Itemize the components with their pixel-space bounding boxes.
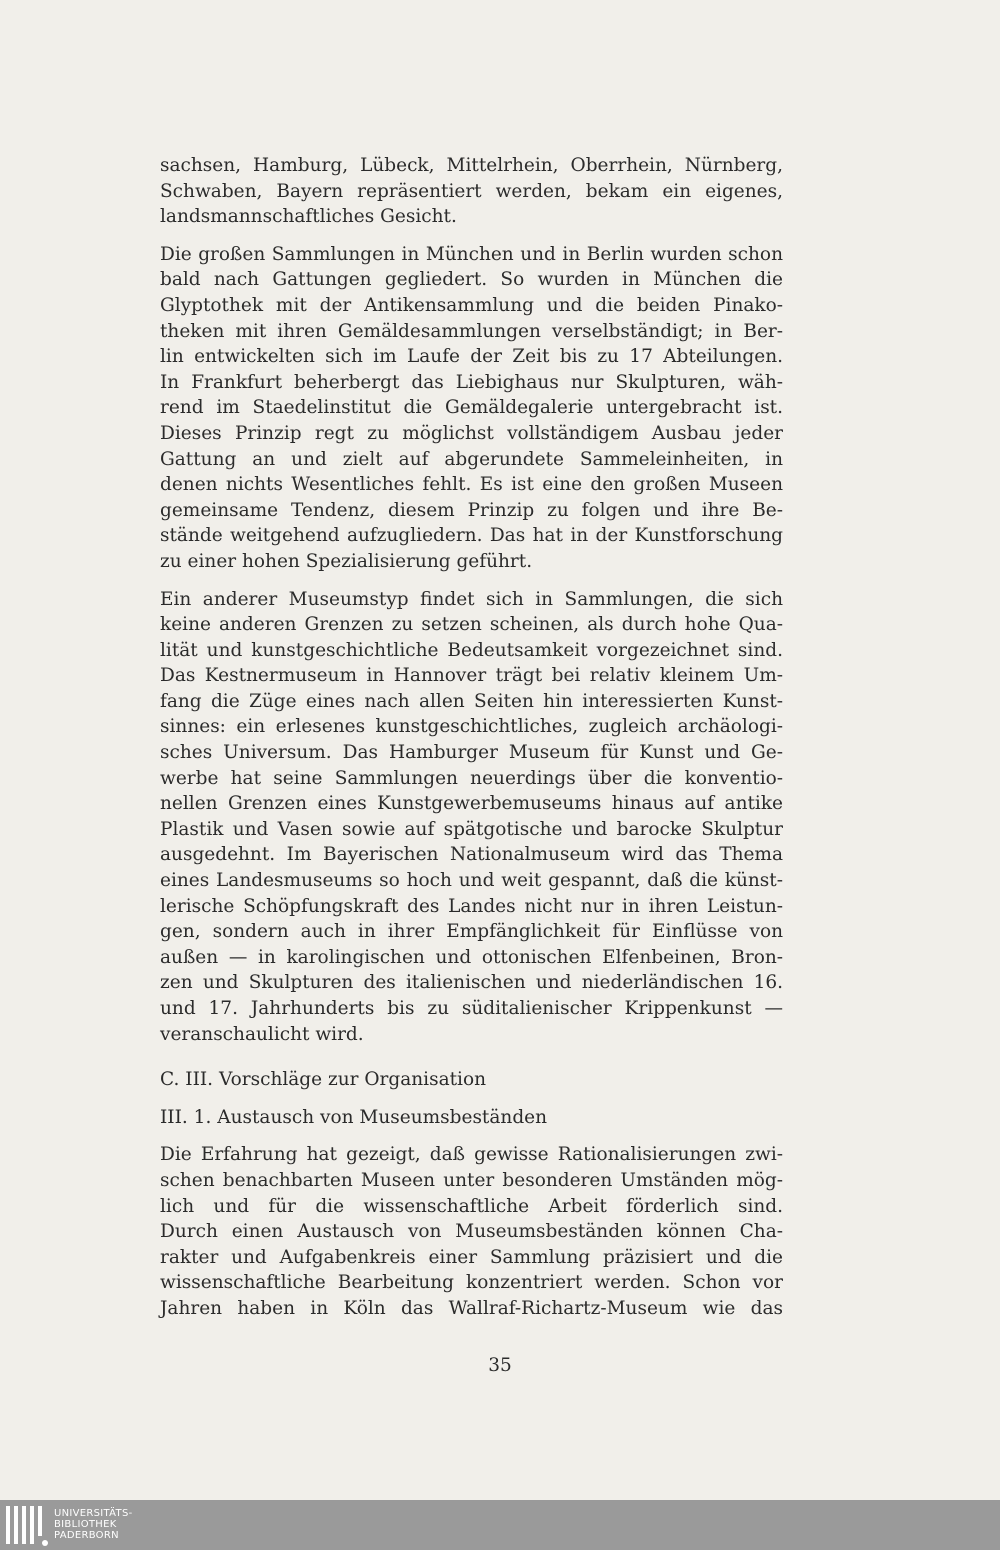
- section-heading: C. III. Vorschläge zur Organisation: [160, 1069, 486, 1091]
- text-line: Dieses Prinzip regt zu möglichst vollständigem Ausbau jeder: [160, 422, 783, 444]
- text-line: gen, sondern auch in ihrer Empfänglichkeit für Einflüsse von: [160, 921, 783, 943]
- text-line: Plastik und Vasen sowie auf spätgotische und barocke Skulptur: [160, 818, 783, 840]
- text-line: sachsen, Hamburg, Lübeck, Mittelrhein, Oberrhein, Nürnberg,: [160, 155, 783, 176]
- text-line: zu einer hohen Spezialisierung geführt.: [160, 550, 533, 572]
- text-line: stände weitgehend aufzugliedern. Das hat in der Kunstforschung: [160, 525, 783, 547]
- text-line: werbe hat seine Sammlungen neuerdings über die konventio-: [160, 767, 783, 789]
- text-line: Glyptothek mit der Antikensammlung und die beiden Pinako-: [160, 294, 783, 316]
- text-line: und 17. Jahrhunderts bis zu süditalienischer Krippenkunst —: [160, 998, 783, 1019]
- subsection-heading: III. 1. Austausch von Museumsbeständen: [160, 1106, 548, 1128]
- logo-line: BIBLIOTHEK: [54, 1519, 117, 1530]
- page-body: [160, 153, 783, 1322]
- text-line: lich und für die wissenschaftliche Arbeit förderlich sind.: [160, 1195, 783, 1217]
- text-line: lität und kunstgeschichtliche Bedeutsamkeit vorgezeichnet sind.: [160, 639, 783, 661]
- text-line: Gattung an und zielt auf abgerundete Sammeleinheiten, in: [160, 448, 783, 470]
- logo-line: PADERBORN: [54, 1530, 119, 1541]
- text-line: rend im Staedelinstitut die Gemäldegalerie untergebracht ist.: [160, 397, 783, 419]
- text-line: Ein anderer Museumstyp findet sich in Sammlungen, die sich: [160, 588, 783, 610]
- page-number: 35: [488, 1355, 512, 1376]
- text-line: Die Erfahrung hat gezeigt, daß gewisse Rationalisierungen zwi-: [160, 1144, 783, 1166]
- text-line: rakter und Aufgabenkreis einer Sammlung präzisiert und die: [160, 1246, 783, 1268]
- text-line: In Frankfurt beherbergt das Liebighaus nur Skulpturen, wäh-: [160, 371, 783, 393]
- text-line: Durch einen Austausch von Museumsbeständen können Cha-: [160, 1221, 783, 1243]
- library-logo[interactable]: [6, 1506, 206, 1546]
- paragraph-4: [160, 1142, 783, 1321]
- text-line: nellen Grenzen eines Kunstgewerbemuseums hinaus auf antike: [160, 793, 783, 815]
- text-line: keine anderen Grenzen zu setzen scheinen, als durch hohe Qua-: [160, 614, 783, 636]
- logo-line: UNIVERSITÄTS-: [54, 1508, 133, 1519]
- text-line: Jahren haben in Köln das Wallraf-Richartz-Museum wie das: [160, 1297, 783, 1319]
- library-logo-text: [54, 1508, 133, 1541]
- barcode-icon: [6, 1506, 50, 1546]
- text-line: sinnes: ein erlesenes kunstgeschichtliches, zugleich archäologi-: [160, 716, 783, 738]
- text-line: veranschaulicht wird.: [160, 1023, 364, 1045]
- text-line: zen und Skulpturen des italienischen und niederländischen 16.: [160, 972, 783, 994]
- text-line: denen nichts Wesentliches fehlt. Es ist eine den großen Museen: [160, 474, 783, 496]
- paragraph-1: [160, 153, 783, 230]
- paragraph-3: [160, 587, 783, 1048]
- text-line: landsmannschaftliches Gesicht.: [160, 206, 457, 228]
- text-line: eines Landesmuseums so hoch und weit gespannt, daß die künst-: [160, 870, 783, 892]
- text-line: fang die Züge eines nach allen Seiten hin interessierten Kunst-: [160, 690, 783, 712]
- text-line: gemeinsame Tendenz, diesem Prinzip zu folgen und ihre Be-: [160, 499, 783, 521]
- text-line: theken mit ihren Gemäldesammlungen verselbständigt; in Ber-: [160, 320, 783, 342]
- text-line: Die großen Sammlungen in München und in Berlin wurden schon: [160, 243, 783, 265]
- text-line: lin entwickelten sich im Laufe der Zeit bis zu 17 Abteilungen.: [160, 346, 783, 368]
- text-line: Schwaben, Bayern repräsentiert werden, bekam ein eigenes,: [160, 180, 783, 202]
- text-line: sches Universum. Das Hamburger Museum für Kunst und Ge-: [160, 742, 783, 764]
- text-line: ausgedehnt. Im Bayerischen Nationalmuseum wird das Thema: [160, 844, 783, 866]
- paragraph-2: [160, 242, 783, 575]
- text-line: wissenschaftliche Bearbeitung konzentriert werden. Schon vor: [160, 1272, 783, 1294]
- text-line: lerische Schöpfungskraft des Landes nicht nur in ihren Leistun-: [160, 895, 783, 917]
- text-line: bald nach Gattungen gegliedert. So wurden in München die: [160, 269, 783, 291]
- text-line: außen — in karolingischen und ottonischen Elfenbeinen, Bron-: [160, 946, 783, 968]
- text-line: schen benachbarten Museen unter besonderen Umständen mög-: [160, 1169, 783, 1191]
- footer-bar: [0, 1500, 1000, 1550]
- text-line: Das Kestnermuseum in Hannover trägt bei relativ kleinem Um-: [160, 665, 783, 687]
